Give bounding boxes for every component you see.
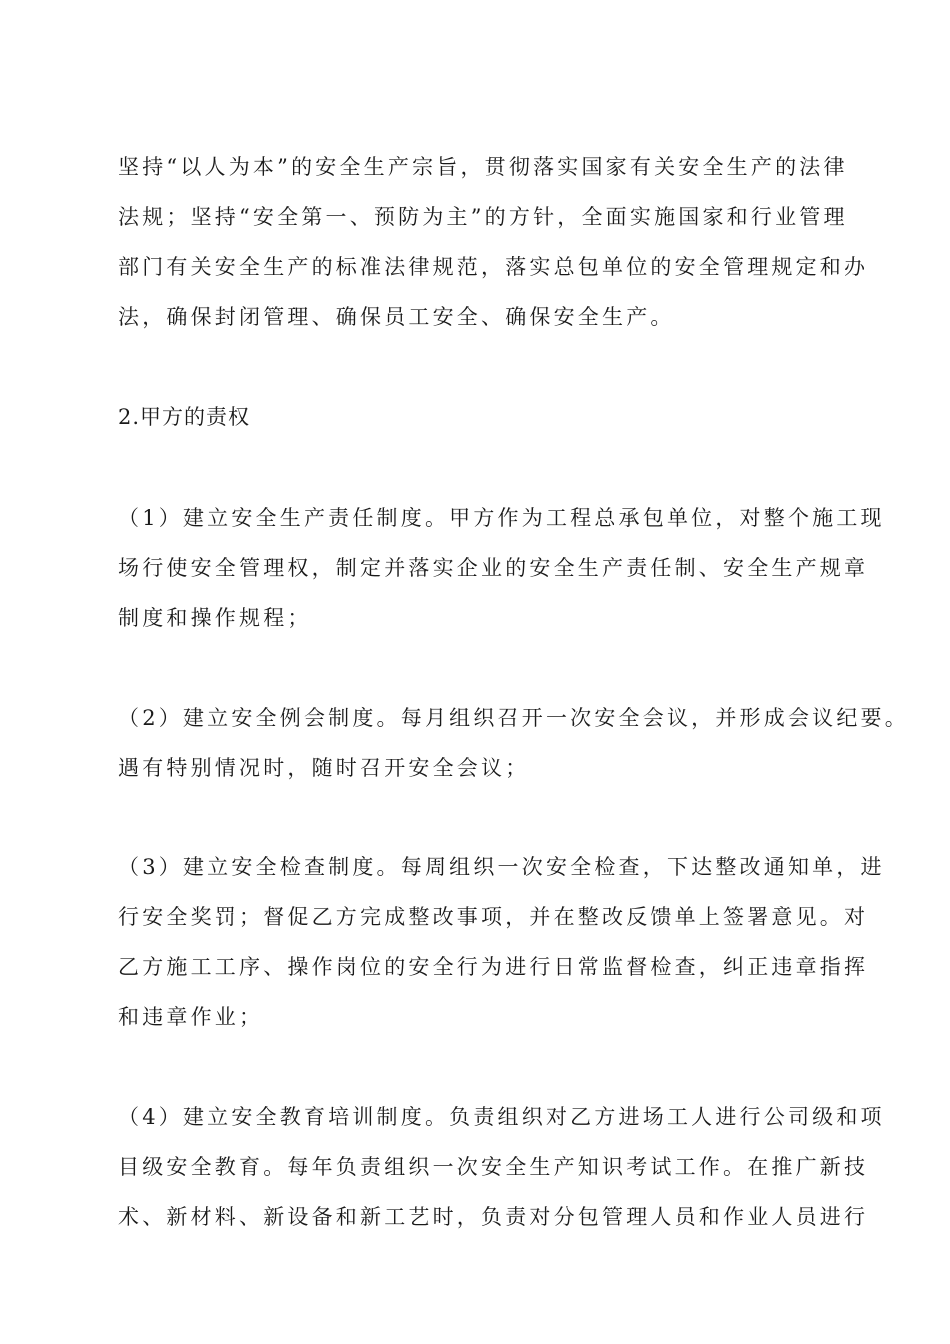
item-1-line: 场行使安全管理权，制定并落实企业的安全生产责任制、安全生产规章 xyxy=(118,556,869,580)
section-heading: 2.甲方的责权 xyxy=(118,405,251,429)
item-4-line: 术、新材料、新设备和新工艺时，负责对分包管理人员和作业人员进行 xyxy=(118,1205,869,1229)
intro-line: 法规；坚持“安全第一、预防为主”的方针，全面实施国家和行业管理 xyxy=(118,205,848,229)
item-1-line: 制度和操作规程； xyxy=(118,606,312,630)
item-1-line: （1）建立安全生产责任制度。甲方作为工程总承包单位，对整个施工现 xyxy=(118,506,885,530)
item-4-line: 目级安全教育。每年负责组织一次安全生产知识考试工作。在推广新技 xyxy=(118,1155,869,1179)
intro-line: 坚持“以人为本”的安全生产宗旨，贯彻落实国家有关安全生产的法律 xyxy=(118,155,848,179)
item-3-line: 和违章作业； xyxy=(118,1005,264,1029)
item-2-line: （2）建立安全例会制度。每月组织召开一次安全会议，并形成会议纪要。 xyxy=(118,706,909,730)
intro-line: 法，确保封闭管理、确保员工安全、确保安全生产。 xyxy=(118,305,675,329)
item-3-line: （3）建立安全检查制度。每周组织一次安全检查，下达整改通知单，进 xyxy=(118,855,885,879)
item-2-line: 遇有特别情况时，随时召开安全会议； xyxy=(118,756,530,780)
item-3-line: 行安全奖罚；督促乙方完成整改事项，并在整改反馈单上签署意见。对 xyxy=(118,905,869,929)
intro-line: 部门有关安全生产的标准法律规范，落实总包单位的安全管理规定和办 xyxy=(118,255,869,279)
item-4-line: （4）建立安全教育培训制度。负责组织对乙方进场工人进行公司级和项 xyxy=(118,1105,885,1129)
item-3-line: 乙方施工工序、操作岗位的安全行为进行日常监督检查，纠正违章指挥 xyxy=(118,955,869,979)
